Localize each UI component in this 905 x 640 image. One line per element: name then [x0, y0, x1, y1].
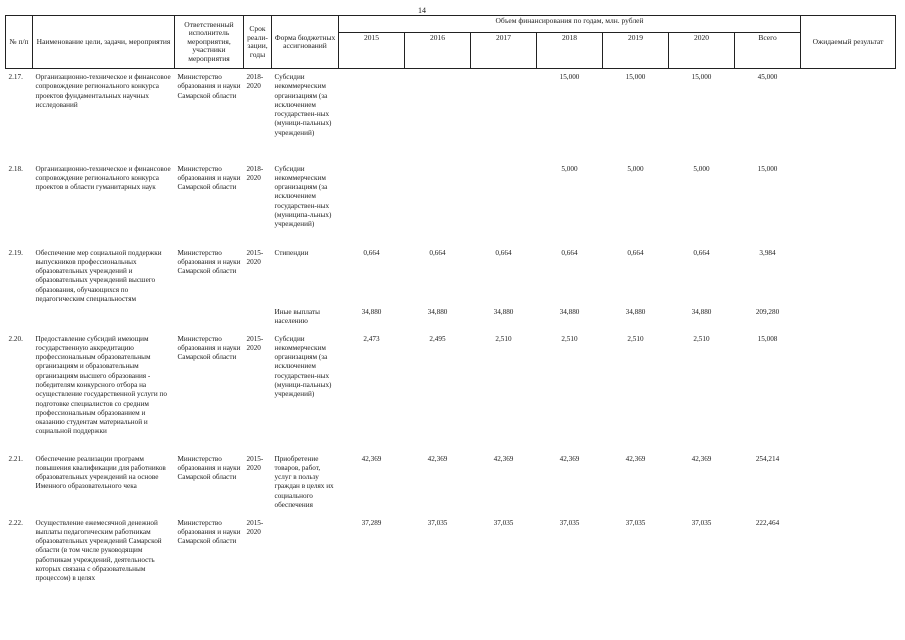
cell-total: 254,214 [755, 454, 780, 463]
cell-2017 [471, 69, 537, 161]
table-row [6, 451, 896, 515]
cell-2018: 37,035 [559, 518, 580, 527]
cell-2017: 2,510 [495, 334, 512, 343]
row-number: 2.19. [8, 248, 23, 257]
table-row [6, 245, 896, 331]
cell-total: 3,984 209,280 [755, 248, 780, 317]
row-number: 2.21. [8, 454, 23, 463]
row-form: Приобретение товаров, работ, услуг в пользу граждан в целях их социального обеспечения [274, 454, 334, 509]
cell-2020: 15,000 [691, 73, 712, 81]
cell-2019: 2,510 [627, 334, 644, 343]
cell-2015 [339, 69, 405, 161]
cell-2015: 2,473 [363, 334, 380, 343]
cell-2019: 15,000 [625, 73, 646, 81]
row-form: Субсидии некоммерческим организациям (за исключением государствен-ных (муници-пальных) учреждений) [274, 73, 332, 137]
cell-total: 15,008 [757, 334, 778, 343]
cell-2016: 0,664 34,880 [427, 248, 448, 317]
row-term: 2015-2020 [246, 518, 264, 536]
cell-2020: 37,035 [691, 518, 712, 527]
cell-2018: 0,664 34,880 [559, 248, 580, 317]
header-term: Срок реали-зации, годы [244, 16, 272, 69]
cell-2017: 0,664 34,880 [493, 248, 514, 317]
cell-result [801, 69, 896, 161]
row-number: 2.22. [8, 518, 23, 527]
cell-2019: 37,035 [625, 518, 646, 527]
row-term: 2015-2020 [246, 334, 264, 352]
cell-2018: 15,000 [559, 73, 580, 81]
row-number: 2.20. [8, 334, 23, 343]
cell-2019: 42,369 [625, 454, 646, 463]
cell-2017: 37,035 [493, 518, 514, 527]
cell-2015 [339, 161, 405, 245]
cell-2019: 5,000 [627, 164, 644, 173]
header-no: № п/п [6, 16, 33, 69]
header-total: Всего [735, 33, 801, 69]
cell-2018: 2,510 [561, 334, 578, 343]
cell-2020: 0,664 34,880 [691, 248, 712, 317]
row-responsible: Министерство образования и науки Самарской области [177, 73, 241, 100]
row-form-secondary: Иные выплаты населению [274, 307, 320, 326]
table-row [6, 515, 896, 589]
header-year-2019: 2019 [603, 33, 669, 69]
row-responsible: Министерство образования и науки Самарской области [177, 248, 241, 276]
cell-result [801, 245, 896, 331]
header-year-2017: 2017 [471, 33, 537, 69]
cell-2020: 5,000 [693, 164, 710, 173]
table-row [6, 161, 896, 245]
cell-2018: 42,369 [559, 454, 580, 463]
row-form: Субсидии некоммерческим организациям (за исключением государствен-ных (муниципа-льных) учреждений) [274, 164, 332, 229]
row-number: 2.17. [8, 73, 23, 81]
cell-2020: 2,510 [693, 334, 710, 343]
row-form [272, 515, 339, 589]
cell-result [801, 331, 896, 451]
row-term: 2018-2020 [246, 164, 264, 182]
page-number: 14 [418, 6, 426, 15]
row-number: 2.18. [8, 164, 23, 173]
cell-total: 45,000 [757, 73, 778, 81]
header-name: Наименование цели, задачи, мероприятия [33, 16, 175, 69]
cell-result [801, 451, 896, 515]
cell-2018: 5,000 [561, 164, 578, 173]
cell-result [801, 161, 896, 245]
cell-2016: 42,369 [427, 454, 448, 463]
table-row [6, 69, 896, 161]
cell-result [801, 515, 896, 589]
row-term: 2015-2020 [246, 248, 264, 266]
table-row [6, 331, 896, 451]
cell-2015: 37,289 [361, 518, 382, 527]
cell-2019: 0,664 34,880 [625, 248, 646, 317]
cell-2015: 0,664 34,880 [361, 248, 382, 317]
header-financing: Объем финансирования по годам, млн. рублей [339, 16, 801, 33]
row-responsible: Министерство образования и науки Самарской области [177, 334, 241, 362]
cell-total: 222,464 [755, 518, 780, 527]
row-term: 2018-2020 [246, 73, 264, 91]
row-name: Обеспечение мер социальной поддержки выпускников профессиональных образовательных учреждений и образовательных учреждений высшего образования, обучающихся по педагогическим специальностям [35, 248, 162, 303]
row-responsible: Министерство образования и науки Самарской области [177, 518, 241, 546]
row-responsible: Министерство образования и науки Самарской области [177, 164, 241, 192]
header-year-2020: 2020 [669, 33, 735, 69]
header-year-2018: 2018 [537, 33, 603, 69]
header-result: Ожидаемый результат [801, 16, 896, 69]
header-responsible: Ответственный исполнитель мероприятия, участники мероприятия [175, 16, 244, 69]
row-form-primary: Стипендии [274, 248, 309, 257]
row-name: Организационно-техническое и финансовое сопровождение регионального конкурса проектов фундаментальных научных исследований [35, 73, 171, 109]
cell-2015: 42,369 [361, 454, 382, 463]
cell-2016 [405, 69, 471, 161]
row-form: Субсидии некоммерческим организациям (за исключением государствен-ных (муници-пальных) учреждений) [274, 334, 332, 399]
row-name: Организационно-техническое и финансовое сопровождение регионального конкурса проектов в области гуманитарных наук [35, 164, 171, 192]
cell-total: 15,000 [757, 164, 778, 173]
cell-2017 [471, 161, 537, 245]
row-name: Предоставление субсидий имеющим государственную аккредитацию профессиональным образовательным организациям и образовательным организациям высшего образования - победителям конкурсного отбора на осуществление государственной услуги по подготовке специалистов со средним профессиональным образованием и оказанию студентам материальной и социальной поддержки [35, 334, 167, 436]
cell-2016 [405, 161, 471, 245]
header-form: Форма бюджетных ассигнований [272, 16, 339, 69]
cell-2017: 42,369 [493, 454, 514, 463]
program-activities-table [5, 15, 896, 589]
row-form [272, 245, 339, 331]
row-name: Осуществление ежемесячной денежной выплаты педагогическим работникам образовательных учреждений Самарской области (в том числе руководящим работникам учреждений, деятельность которых связана с образовательным процессом) в целях [35, 518, 162, 583]
cell-2016: 37,035 [427, 518, 448, 527]
row-term: 2015-2020 [246, 454, 264, 472]
header-year-2015: 2015 [339, 33, 405, 69]
cell-2016: 2,495 [429, 334, 446, 343]
row-name: Обеспечение реализации программ повышения квалификации для работников образовательных учреждений на основе Именного образовательного чека [35, 454, 166, 491]
row-responsible: Министерство образования и науки Самарской области [177, 454, 241, 482]
header-year-2016: 2016 [405, 33, 471, 69]
table-header [6, 16, 896, 69]
cell-2020: 42,369 [691, 454, 712, 463]
